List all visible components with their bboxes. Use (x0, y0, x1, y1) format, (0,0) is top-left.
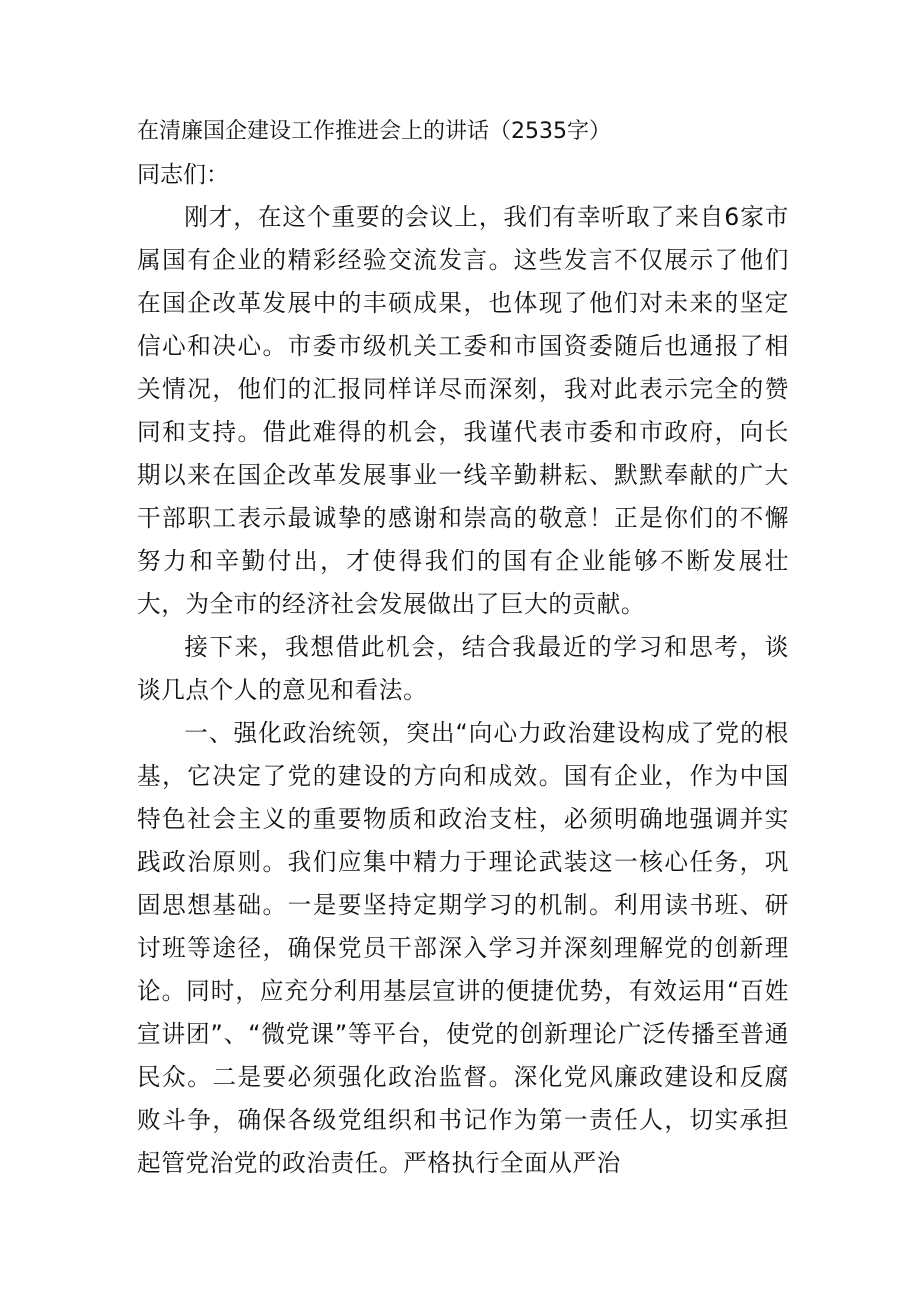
salutation: 同志们： (137, 162, 229, 188)
paragraph-section-one: 一、强化政治统领，突出“向心力政治建设构成了党的根基，它决定了党的建设的方向和成效。国有企业，作为中国特色社会主义的重要物质和政治支柱，必须明确地强调并实践政治原则。我们应集中精力于理论武装这一核心任务，巩固思想基础。一是要坚持定期学习的机制。利用读书班、研讨班等途径，确保党员干部深入学习并深刻理解党的创新理论。同时，应充分利用基层宣讲的便捷优势，有效运用“百姓宣讲团”、“微党课”等平台，使党的创新理论广泛传播至普通民众。二是要必须强化政治监督。深化党风廉政建设和反腐败斗争，确保各级党组织和书记作为第一责任人，切实承担起管党治党的政治责任。严格执行全面从严治 (137, 719, 789, 1177)
paragraph-opening: 刚才，在这个重要的会议上，我们有幸听取了来自6家市属国有企业的精彩经验交流发言。这些发言不仅展示了他们在国企改革发展中的丰硕成果，也体现了他们对未来的坚定信心和决心。市委市级机关工委和市国资委随后也通报了相关情况，他们的汇报同样详尽而深刻，我对此表示完全的赞同和支持。借此难得的机会，我谨代表市委和市政府，向长期以来在国企改革发展事业一线辛勤耕耘、默默奉献的广大干部职工表示最诚挚的感谢和崇高的敬意！正是你们的不懈努力和辛勤付出，才使得我们的国有企业能够不断发展壮大，为全市的经济社会发展做出了巨大的贡献。 (137, 203, 789, 618)
paragraph-transition: 接下来，我想借此机会，结合我最近的学习和思考，谈谈几点个人的意见和看法。 (137, 633, 789, 704)
document-title: 在清廉国企建设工作推进会上的讲话（2535字） (137, 119, 611, 144)
document-body (137, 196, 789, 1185)
